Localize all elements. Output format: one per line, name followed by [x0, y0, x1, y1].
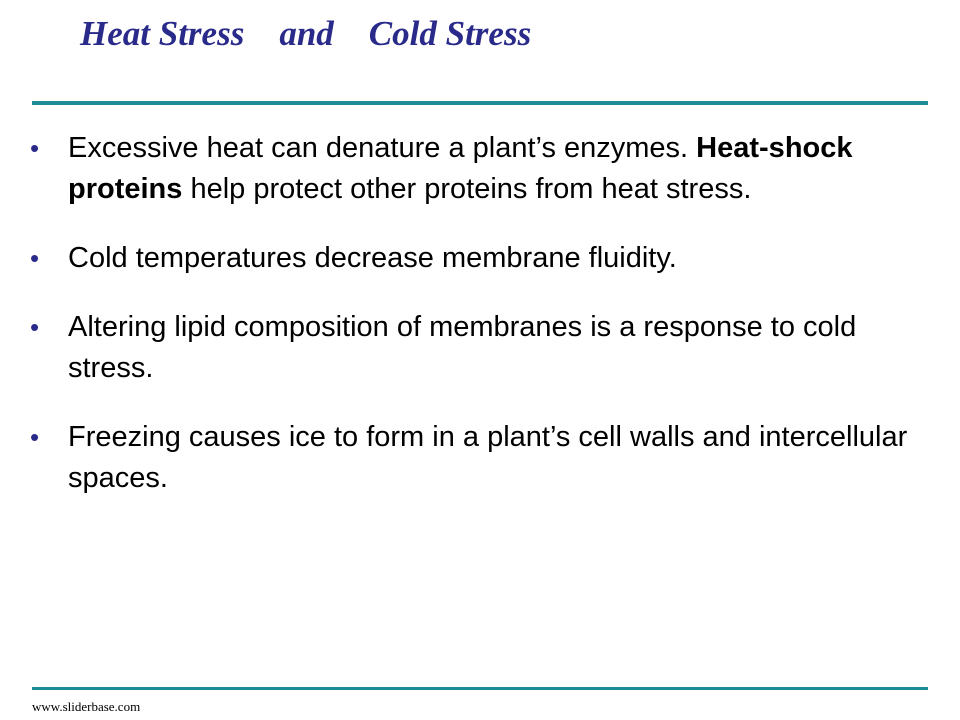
- bullet-icon: •: [30, 312, 40, 342]
- bullet-item: [30, 417, 920, 499]
- bullet-bold-term: Heat-shock proteins: [68, 132, 853, 205]
- footer-source: www.sliderbase.com: [32, 699, 141, 714]
- slide-title: Heat Stress and Cold Stress: [80, 14, 532, 53]
- bullet-text: Freezing causes ice to form in a plant’s cell walls and intercellular spaces.: [68, 421, 908, 494]
- bullet-text: Cold temperatures decrease membrane fluidity.: [68, 242, 677, 274]
- bullet-text: Altering lipid composition of membranes is a response to cold stress.: [68, 311, 857, 384]
- bullet-icon: •: [30, 243, 40, 273]
- bullet-list: [30, 128, 920, 527]
- bullet-item: [30, 238, 920, 279]
- bullet-icon: •: [30, 422, 40, 452]
- footer-divider: [32, 687, 928, 690]
- bullet-text: Excessive heat can denature a plant’s enzymes.: [68, 132, 697, 164]
- bullet-icon: •: [30, 133, 40, 163]
- bullet-item: [30, 128, 920, 210]
- bullet-text-continued: help protect other proteins from heat stress.: [182, 173, 752, 205]
- title-divider: [32, 101, 928, 105]
- bullet-item: [30, 307, 920, 389]
